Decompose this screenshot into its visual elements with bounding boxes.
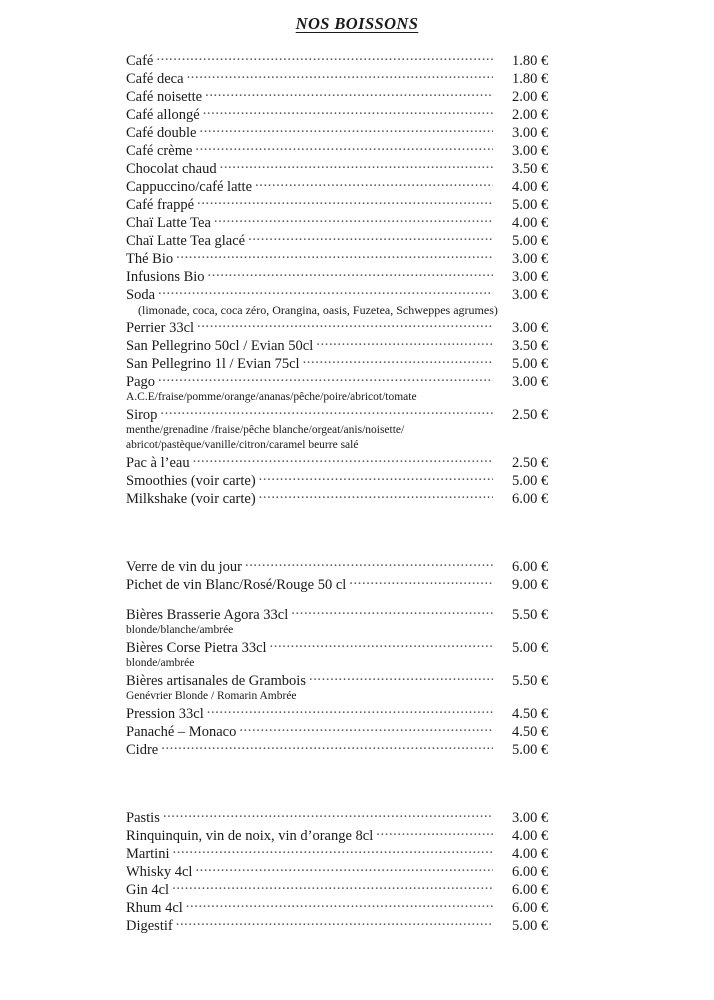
menu-item-row bbox=[126, 318, 574, 336]
dot-leader bbox=[255, 177, 493, 191]
item-note: blonde/blanche/ambrée bbox=[126, 624, 234, 636]
dot-leader bbox=[270, 638, 493, 652]
menu-item-price: 5.00 € bbox=[512, 233, 549, 249]
dot-leader bbox=[239, 722, 493, 736]
menu-section-wines-and-beers bbox=[126, 557, 576, 758]
menu-item-row bbox=[126, 826, 574, 844]
dot-leader bbox=[197, 195, 493, 209]
dot-leader bbox=[172, 880, 493, 894]
menu-item-price: 3.50 € bbox=[512, 338, 549, 354]
menu-item-name: Pichet de vin Blanc/Rosé/Rouge 50 cl bbox=[126, 577, 347, 593]
menu-item-name: Chaï Latte Tea glacé bbox=[126, 233, 246, 249]
menu-item-name: Cidre bbox=[126, 742, 159, 758]
menu-item-name: Whisky 4cl bbox=[126, 864, 193, 880]
dot-leader bbox=[199, 123, 493, 137]
menu-item-row bbox=[126, 740, 574, 758]
menu-item-row bbox=[126, 880, 574, 898]
menu-item-price: 5.00 € bbox=[512, 356, 549, 372]
item-note: abricot/pastèque/vanille/citron/caramel beurre salé bbox=[126, 439, 359, 451]
menu-item-name: Gin 4cl bbox=[126, 882, 170, 898]
menu-item-name: Rinquinquin, vin de noix, vin d’orange 8cl bbox=[126, 828, 374, 844]
dot-leader bbox=[161, 740, 493, 754]
menu-item-row bbox=[126, 69, 574, 87]
menu-item-name: Digestif bbox=[126, 918, 173, 934]
dot-leader bbox=[214, 213, 493, 227]
dot-leader bbox=[176, 916, 493, 930]
dot-leader bbox=[203, 105, 493, 119]
menu-item-row bbox=[126, 105, 574, 123]
menu-item-row bbox=[126, 916, 574, 934]
menu-item-price: 6.00 € bbox=[512, 900, 549, 916]
dot-leader bbox=[187, 69, 493, 83]
menu-item-row bbox=[126, 159, 574, 177]
menu-item-row bbox=[126, 141, 574, 159]
menu-item-row bbox=[126, 722, 574, 740]
menu-item-price: 1.80 € bbox=[512, 53, 549, 69]
menu-item-price: 3.00 € bbox=[512, 320, 549, 336]
menu-item-name: Café deca bbox=[126, 71, 184, 87]
menu-item-name: Pression 33cl bbox=[126, 706, 204, 722]
menu-item-price: 9.00 € bbox=[512, 577, 549, 593]
menu-item-name: Café frappé bbox=[126, 197, 195, 213]
menu-item-name: Verre de vin du jour bbox=[126, 559, 242, 575]
menu-item-row bbox=[126, 285, 574, 303]
menu-item-price: 3.00 € bbox=[512, 251, 549, 267]
dot-leader bbox=[176, 249, 493, 263]
menu-item-name: Café allongé bbox=[126, 107, 200, 123]
menu-item-row bbox=[126, 405, 574, 423]
menu-item-row bbox=[126, 898, 574, 916]
menu-item-name: Café bbox=[126, 53, 154, 69]
menu-item-row bbox=[126, 489, 574, 507]
menu-item-name: Café crème bbox=[126, 143, 193, 159]
menu-item-row bbox=[126, 372, 574, 390]
dot-leader bbox=[158, 372, 493, 386]
dot-leader bbox=[207, 704, 493, 718]
menu-item-price: 2.50 € bbox=[512, 407, 549, 423]
menu-item-name: Sirop bbox=[126, 407, 158, 423]
item-note: A.C.E/fraise/pomme/orange/ananas/pêche/poire/abricot/tomate bbox=[126, 391, 417, 403]
menu-item-price: 4.50 € bbox=[512, 706, 549, 722]
menu-item-price: 3.00 € bbox=[512, 269, 549, 285]
menu-item-name: Panaché – Monaco bbox=[126, 724, 237, 740]
menu-item-row bbox=[126, 354, 574, 372]
menu-item-price: 5.00 € bbox=[512, 473, 549, 489]
menu-item-name: Pastis bbox=[126, 810, 160, 826]
menu-item-row bbox=[126, 177, 574, 195]
dot-leader bbox=[316, 336, 493, 350]
menu-item-price: 5.50 € bbox=[512, 607, 549, 623]
menu-item-price: 4.00 € bbox=[512, 215, 549, 231]
menu-sections bbox=[0, 51, 714, 934]
dot-leader bbox=[349, 575, 493, 589]
menu-item-price: 3.00 € bbox=[512, 810, 549, 826]
menu-item-row bbox=[126, 87, 574, 105]
menu-item-row bbox=[126, 704, 574, 722]
menu-item-name: Soda bbox=[126, 287, 155, 303]
menu-item-price: 1.80 € bbox=[512, 71, 549, 87]
menu-item-row bbox=[126, 123, 574, 141]
menu-item-price: 4.00 € bbox=[512, 828, 549, 844]
menu-item-name: Milkshake (voir carte) bbox=[126, 491, 256, 507]
menu-item-name: Perrier 33cl bbox=[126, 320, 195, 336]
menu-item-price: 6.00 € bbox=[512, 559, 549, 575]
menu-item-row bbox=[126, 213, 574, 231]
item-note: (limonade, coca, coca zéro, Orangina, oasis, Fuzetea, Schweppes agrumes) bbox=[138, 303, 498, 317]
menu-item-name: Café noisette bbox=[126, 89, 203, 105]
item-note: blonde/ambrée bbox=[126, 657, 195, 669]
menu-item-name: Smoothies (voir carte) bbox=[126, 473, 256, 489]
menu-item-name: Pac à l’eau bbox=[126, 455, 190, 471]
dot-leader bbox=[163, 808, 493, 822]
page-title: NOS BOISSONS bbox=[295, 14, 419, 33]
dot-leader bbox=[197, 318, 493, 332]
menu-item-price: 2.50 € bbox=[512, 455, 549, 471]
menu-item-row bbox=[126, 605, 574, 623]
menu-item-price: 5.00 € bbox=[512, 197, 549, 213]
menu-item-row bbox=[126, 638, 574, 656]
menu-item-row bbox=[126, 471, 574, 489]
menu-item-row bbox=[126, 195, 574, 213]
menu-item-price: 4.00 € bbox=[512, 179, 549, 195]
menu-item-name: Bières Brasserie Agora 33cl bbox=[126, 607, 289, 623]
dot-leader bbox=[291, 605, 493, 619]
dot-leader bbox=[208, 267, 493, 281]
dot-leader bbox=[193, 453, 493, 467]
menu-item-name: Bières Corse Pietra 33cl bbox=[126, 640, 267, 656]
menu-item-price: 6.00 € bbox=[512, 491, 549, 507]
menu-item-row bbox=[126, 557, 574, 575]
menu-item-row bbox=[126, 231, 574, 249]
menu-item-price: 5.00 € bbox=[512, 640, 549, 656]
menu-item-row bbox=[126, 575, 574, 593]
menu-item-name: Martini bbox=[126, 846, 170, 862]
menu-item-price: 5.00 € bbox=[512, 742, 549, 758]
section-gap bbox=[126, 507, 576, 557]
item-spacer bbox=[126, 593, 576, 605]
section-gap bbox=[126, 758, 576, 808]
menu-item-name: Thé Bio bbox=[126, 251, 174, 267]
menu-item-price: 5.00 € bbox=[512, 918, 549, 934]
dot-leader bbox=[205, 87, 493, 101]
dot-leader bbox=[309, 671, 493, 685]
dot-leader bbox=[158, 285, 493, 299]
menu-item-price: 3.00 € bbox=[512, 374, 549, 390]
menu-item-row bbox=[126, 453, 574, 471]
menu-item-price: 6.00 € bbox=[512, 864, 549, 880]
menu-item-row bbox=[126, 862, 574, 880]
dot-leader bbox=[259, 471, 493, 485]
menu-item-price: 6.00 € bbox=[512, 882, 549, 898]
menu-item-name: Café double bbox=[126, 125, 197, 141]
menu-item-name: Cappuccino/café latte bbox=[126, 179, 253, 195]
menu-item-name: Rhum 4cl bbox=[126, 900, 183, 916]
menu-item-name: Chocolat chaud bbox=[126, 161, 217, 177]
menu-item-price: 3.50 € bbox=[512, 161, 549, 177]
menu-item-row bbox=[126, 808, 574, 826]
menu-item-row bbox=[126, 844, 574, 862]
dot-leader bbox=[195, 141, 493, 155]
dot-leader bbox=[173, 844, 494, 858]
dot-leader bbox=[245, 557, 493, 571]
menu-item-price: 4.00 € bbox=[512, 846, 549, 862]
menu-item-name: Bières artisanales de Grambois bbox=[126, 673, 306, 689]
menu-item-price: 2.00 € bbox=[512, 107, 549, 123]
menu-item-price: 3.00 € bbox=[512, 143, 549, 159]
item-note: Genévrier Blonde / Romarin Ambrée bbox=[126, 690, 297, 702]
menu-item-price: 3.00 € bbox=[512, 125, 549, 141]
menu-section-spirits-and-aperitifs bbox=[126, 808, 576, 934]
item-note: menthe/grenadine /fraise/pêche blanche/orgeat/anis/noisette/ bbox=[126, 424, 405, 436]
dot-leader bbox=[248, 231, 493, 245]
dot-leader bbox=[220, 159, 493, 173]
menu-section-hot-and-soft-drinks bbox=[126, 51, 576, 507]
menu-item-name: San Pellegrino 50cl / Evian 50cl bbox=[126, 338, 314, 354]
menu-item-price: 4.50 € bbox=[512, 724, 549, 740]
dot-leader bbox=[195, 862, 493, 876]
menu-item-row bbox=[126, 267, 574, 285]
menu-item-name: Infusions Bio bbox=[126, 269, 205, 285]
menu-item-price: 3.00 € bbox=[512, 287, 549, 303]
menu-item-price: 5.50 € bbox=[512, 673, 549, 689]
menu-item-name: San Pellegrino 1l / Evian 75cl bbox=[126, 356, 300, 372]
dot-leader bbox=[160, 405, 493, 419]
dot-leader bbox=[156, 51, 493, 65]
dot-leader bbox=[259, 489, 493, 503]
menu-item-row bbox=[126, 51, 574, 69]
menu-item-name: Pago bbox=[126, 374, 155, 390]
menu-item-name: Chaï Latte Tea bbox=[126, 215, 211, 231]
menu-item-row bbox=[126, 336, 574, 354]
menu-item-row bbox=[126, 671, 574, 689]
dot-leader bbox=[376, 826, 493, 840]
dot-leader bbox=[303, 354, 493, 368]
menu-item-price: 2.00 € bbox=[512, 89, 549, 105]
dot-leader bbox=[186, 898, 493, 912]
menu-item-row bbox=[126, 249, 574, 267]
